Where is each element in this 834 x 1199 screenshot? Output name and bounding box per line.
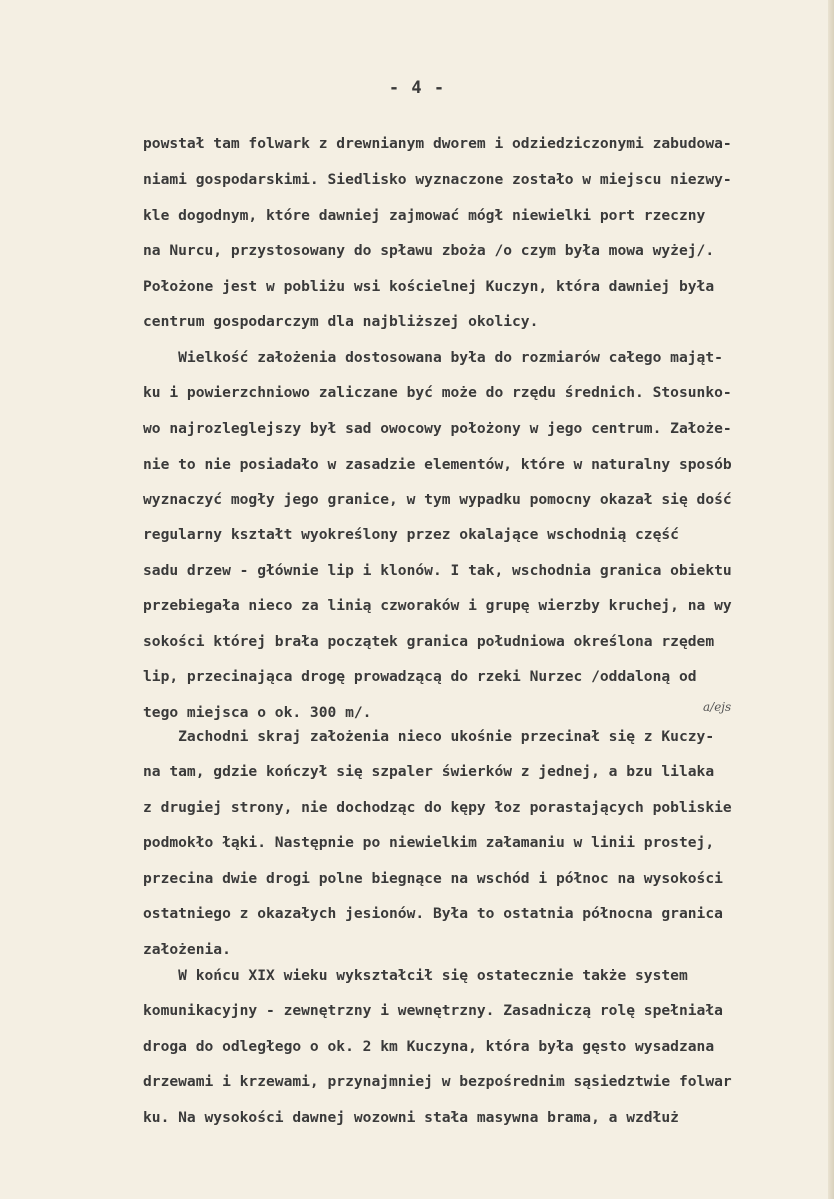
text-line: niami gospodarskimi. Siedlisko wyznaczone zostało w miejscu niezwy- [143, 171, 732, 188]
text-line: komunikacyjny - zewnętrzny i wewnętrzny. Zasadniczą rolę spełniała [143, 1002, 723, 1019]
text-line: nie to nie posiadało w zasadzie elementów, które w naturalny sposób [143, 456, 732, 473]
page-edge [828, 0, 834, 1199]
text-line: regularny kształt wyokreślony przez okalające wschodnią część [143, 526, 679, 543]
text-line: przecina dwie drogi polne biegnące na wschód i północ na wysokości [143, 870, 723, 887]
text-line: droga do odległego o ok. 2 km Kuczyna, która była gęsto wysadzana [143, 1038, 715, 1055]
text-line: podmokło łąki. Następnie po niewielkim załamaniu w linii prostej, [143, 834, 715, 851]
text-line: centrum gospodarczym dla najbliższej okolicy. [143, 313, 539, 330]
text-line: Wielkość założenia dostosowana była do rozmiarów całego mająt- [143, 349, 723, 366]
text-line: ku i powierzchniowo zaliczane być może do rzędu średnich. Stosunko- [143, 384, 732, 401]
page-number: - 4 - [388, 78, 446, 98]
text-line: ku. Na wysokości dawnej wozowni stała masywna brama, a wzdłuż [143, 1109, 679, 1126]
text-line: kle dogodnym, które dawniej zajmować mógł niewielki port rzeczny [143, 207, 706, 224]
text-line: przebiegała nieco za linią czworaków i grupę wierzby kruchej, na wy [143, 597, 732, 614]
text-line: założenia. [143, 941, 231, 958]
text-line: W końcu XIX wieku wykształcił się ostatecznie także system [143, 967, 688, 984]
text-line: na tam, gdzie kończył się szpaler świerków z jednej, a bzu lilaka [143, 763, 715, 780]
text-line: wo najrozleglejszy był sad owocowy położony w jego centrum. Założe- [143, 420, 732, 437]
text-line: ostatniego z okazałych jesionów. Była to ostatnia północna granica [143, 905, 723, 922]
text-line: Zachodni skraj założenia nieco ukośnie przecinał się z Kuczy- [143, 728, 715, 745]
text-line: Położone jest w pobliżu wsi kościelnej Kuczyn, która dawniej była [143, 278, 715, 295]
handwritten-annotation: a/ejs [703, 700, 732, 714]
text-line: drzewami i krzewami, przynajmniej w bezpośrednim sąsiedztwie folwar [143, 1073, 732, 1090]
text-line: sadu drzew - głównie lip i klonów. I tak, wschodnia granica obiektu [143, 562, 732, 579]
text-line: lip, przecinająca drogę prowadzącą do rzeki Nurzec /oddaloną od [143, 668, 697, 685]
text-line: powstał tam folwark z drewnianym dworem i odziedziczonymi zabudowa- [143, 135, 732, 152]
text-line: z drugiej strony, nie dochodząc do kępy łoz porastających pobliskie [143, 799, 732, 816]
text-line: na Nurcu, przystosowany do spławu zboża /o czym była mowa wyżej/. [143, 242, 715, 259]
text-line: tego miejsca o ok. 300 m/. [143, 704, 372, 721]
text-line: wyznaczyć mogły jego granice, w tym wypadku pomocny okazał się dość [143, 491, 732, 508]
text-line: sokości której brała początek granica południowa określona rzędem [143, 633, 715, 650]
